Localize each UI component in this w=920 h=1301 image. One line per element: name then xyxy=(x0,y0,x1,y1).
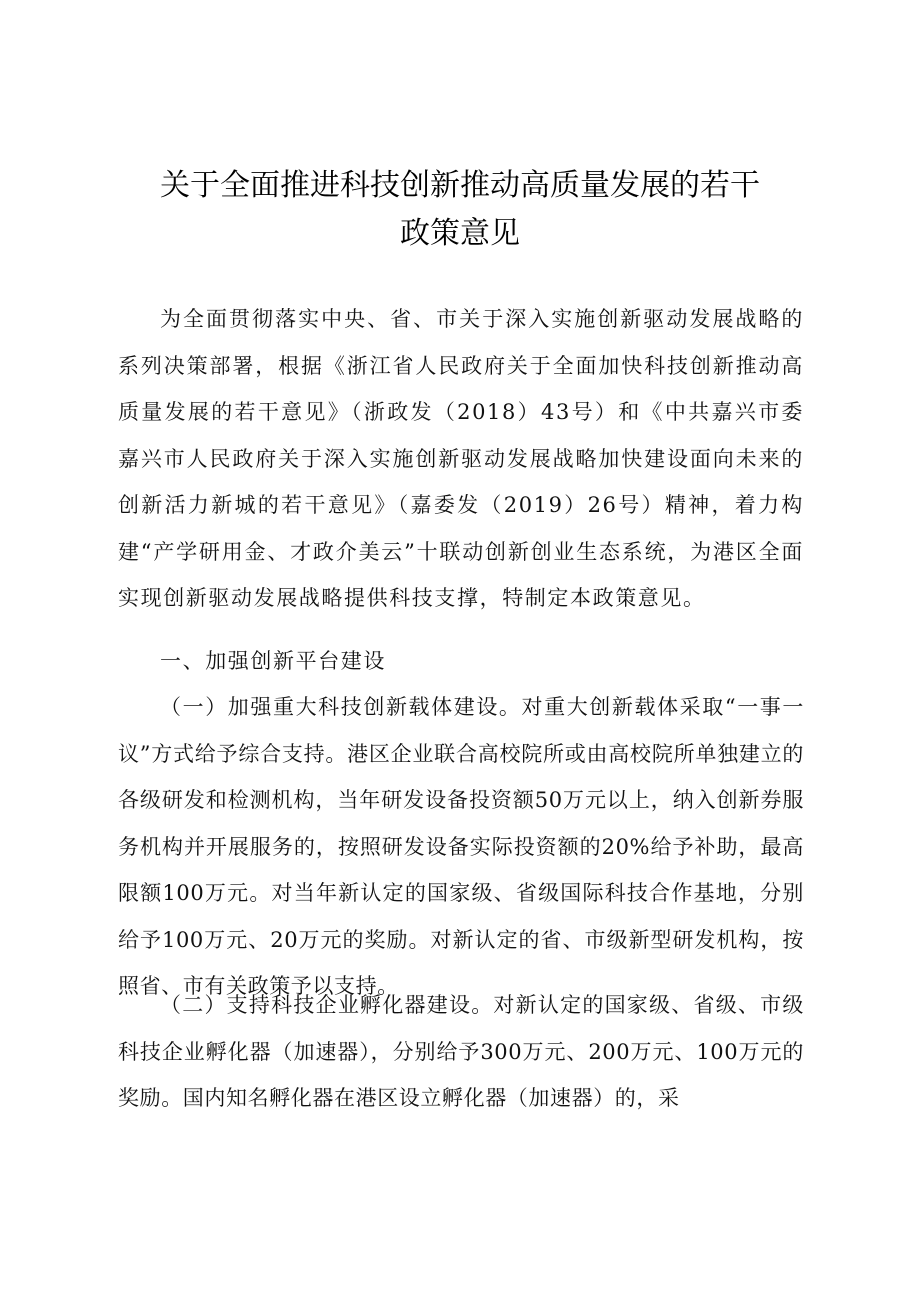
document-title-line-2: 政策意见 xyxy=(400,216,520,251)
item-2-paragraph: （二）支持科技企业孵化器建设。对新认定的国家级、省级、市级科技企业孵化器（加速器），分别给予300万元、200万元、100万元的奖励。国内知名孵化器在港区设立孵化器（加速器）的，采 xyxy=(118,993,804,1110)
document-title-line-1: 关于全面推进科技创新推动高质量发展的若干 xyxy=(160,168,760,203)
section-heading: 一、加强创新平台建设 xyxy=(160,649,386,673)
item-1-paragraph: （一）加强重大科技创新载体建设。对重大创新载体采取“一事一议”方式给予综合支持。港区企业联合高校院所或由高校院所单独建立的各级研发和检测机构，当年研发设备投资额50万元以上，纳入创新券服务机构并开展服务的，按照研发设备实际投资额的20%给予补助，最高限额100万元。对当年新认定的国家级、省级国际科技合作基地，分别给予100万元、20万元的奖励。对新认定的省、市级新型研发机构，按照省、市有关政策予以支持。 xyxy=(118,695,804,998)
intro-paragraph: 为全面贯彻落实中央、省、市关于深入实施创新驱动发展战略的系列决策部署，根据《浙江省人民政府关于全面加快科技创新推动高质量发展的若干意见》（浙政发（2018）43号）和《中共嘉兴市委嘉兴市人民政府关于深入实施创新驱动发展战略加快建设面向未来的创新活力新城的若干意见》（嘉委发（2019）26号）精神，着力构建“产学研用金、才政介美云”十联动创新创业生态系统，为港区全面实现创新驱动发展战略提供科技支撑，特制定本政策意见。 xyxy=(118,307,804,610)
